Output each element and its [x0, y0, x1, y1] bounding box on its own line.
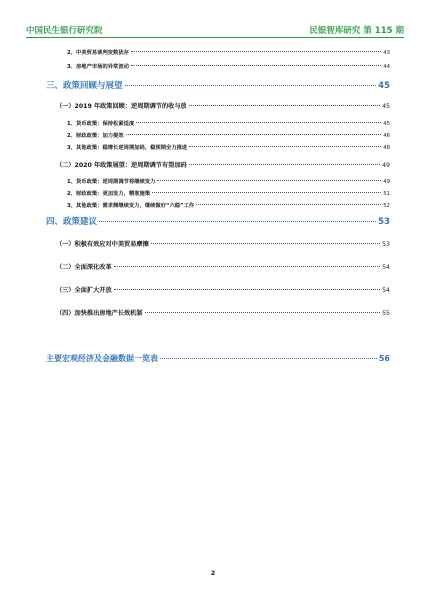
- toc-leader: [99, 221, 376, 222]
- toc-leader: [189, 105, 380, 106]
- toc-section[interactable]: [56, 285, 390, 294]
- toc-entry-page: 53: [378, 217, 390, 227]
- toc-entry-page: 46: [383, 133, 390, 139]
- toc-entry-label: 1、货币政策：保持松紧适度: [67, 121, 135, 127]
- toc-entry-page: 52: [383, 203, 390, 209]
- toc-section[interactable]: [56, 160, 390, 169]
- toc-section[interactable]: [56, 239, 390, 248]
- toc-entry[interactable]: [67, 143, 390, 151]
- toc-leader: [114, 266, 380, 267]
- toc-entry-label: （二）2020 年政策展望：逆周期调节有望加码: [56, 162, 187, 169]
- toc-entry[interactable]: [67, 119, 390, 127]
- toc-entry[interactable]: [67, 177, 390, 185]
- toc-entry-page: 54: [382, 287, 390, 294]
- toc-entry-label: （一）积极有效应对中美贸易摩擦: [56, 241, 149, 248]
- toc-entry-page: 45: [378, 81, 390, 91]
- toc-entry-label: 1、货币政策：逆周期调节将继续发力: [67, 179, 156, 185]
- toc-entry-label: （四）加快推出房地产长效机制: [56, 310, 143, 317]
- toc-leader: [157, 180, 381, 181]
- toc-leader: [114, 289, 380, 290]
- toc-final-heading[interactable]: [46, 353, 390, 364]
- toc-entry-label: 3、其他政策：稳增长逆周期加码，稳预期全力推进: [67, 145, 188, 151]
- toc-entry-page: 45: [382, 103, 390, 110]
- toc-entry-page: 48: [383, 145, 390, 151]
- toc-leader: [151, 243, 380, 244]
- toc-entry[interactable]: [67, 189, 390, 197]
- toc-entry-label: 三、政策回顾与展望: [46, 81, 123, 91]
- toc-part-heading[interactable]: [46, 215, 390, 227]
- toc-leader: [196, 204, 381, 205]
- toc-entry-page: 43: [383, 50, 390, 56]
- toc-entry[interactable]: [67, 131, 390, 139]
- page-header: [26, 22, 404, 36]
- toc-entry-label: 四、政策建议: [46, 217, 98, 227]
- toc-entry-label: 3、其他政策：需求侧继续发力，继续做好“六稳”工作: [67, 203, 195, 209]
- toc-entry-label: 2、财政政策：更加发力，精准施策: [67, 191, 151, 197]
- toc-section[interactable]: [56, 101, 390, 110]
- toc-leader: [136, 122, 381, 123]
- toc-entry-label: 主要宏观经济及金融数据一览表: [46, 354, 158, 363]
- toc-entry-page: 49: [382, 162, 390, 169]
- toc-part-heading[interactable]: [46, 79, 390, 91]
- toc-entry[interactable]: [67, 201, 390, 209]
- toc-entry-label: （一）2019 年政策回顾：逆周期调节的收与放: [56, 103, 187, 110]
- toc-entry-page: 44: [383, 64, 390, 70]
- toc-entry-label: 2、财政政策：加力提效: [67, 133, 124, 139]
- toc-section[interactable]: [56, 308, 390, 317]
- toc-entry-label: 2、中美贸易谈判变数犹存: [67, 50, 129, 56]
- toc-leader: [160, 358, 377, 359]
- toc-entry-label: 3、房地产市场的异常波动: [67, 64, 129, 70]
- toc-leader: [131, 65, 381, 66]
- toc-entry-page: 51: [383, 191, 390, 197]
- toc-entry-page: 49: [383, 179, 390, 185]
- toc-entry-label: （三）全面扩大开放: [56, 287, 112, 294]
- page-number: 2: [210, 569, 216, 577]
- header-org-name: 中国民生银行研究院: [26, 26, 103, 36]
- toc-leader: [189, 146, 381, 147]
- toc-entry[interactable]: [67, 62, 390, 70]
- header-rule: [26, 37, 404, 38]
- toc-leader: [131, 51, 381, 52]
- header-publication: 民银智库研究 第 115 期: [309, 26, 404, 36]
- toc-leader: [145, 312, 381, 313]
- toc-entry-page: 55: [382, 310, 390, 317]
- toc-entry-page: 54: [382, 264, 390, 271]
- toc-entry-page: 56: [378, 354, 390, 363]
- toc-entry-page: 53: [382, 241, 390, 248]
- toc-entry-page: 45: [383, 121, 390, 127]
- toc-entry-label: （二）全面深化改革: [56, 264, 112, 271]
- toc-leader: [125, 85, 377, 86]
- toc-leader: [189, 164, 380, 165]
- toc-leader: [126, 134, 382, 135]
- toc-leader: [152, 192, 381, 193]
- toc-entry[interactable]: [67, 48, 390, 56]
- toc-section[interactable]: [56, 262, 390, 271]
